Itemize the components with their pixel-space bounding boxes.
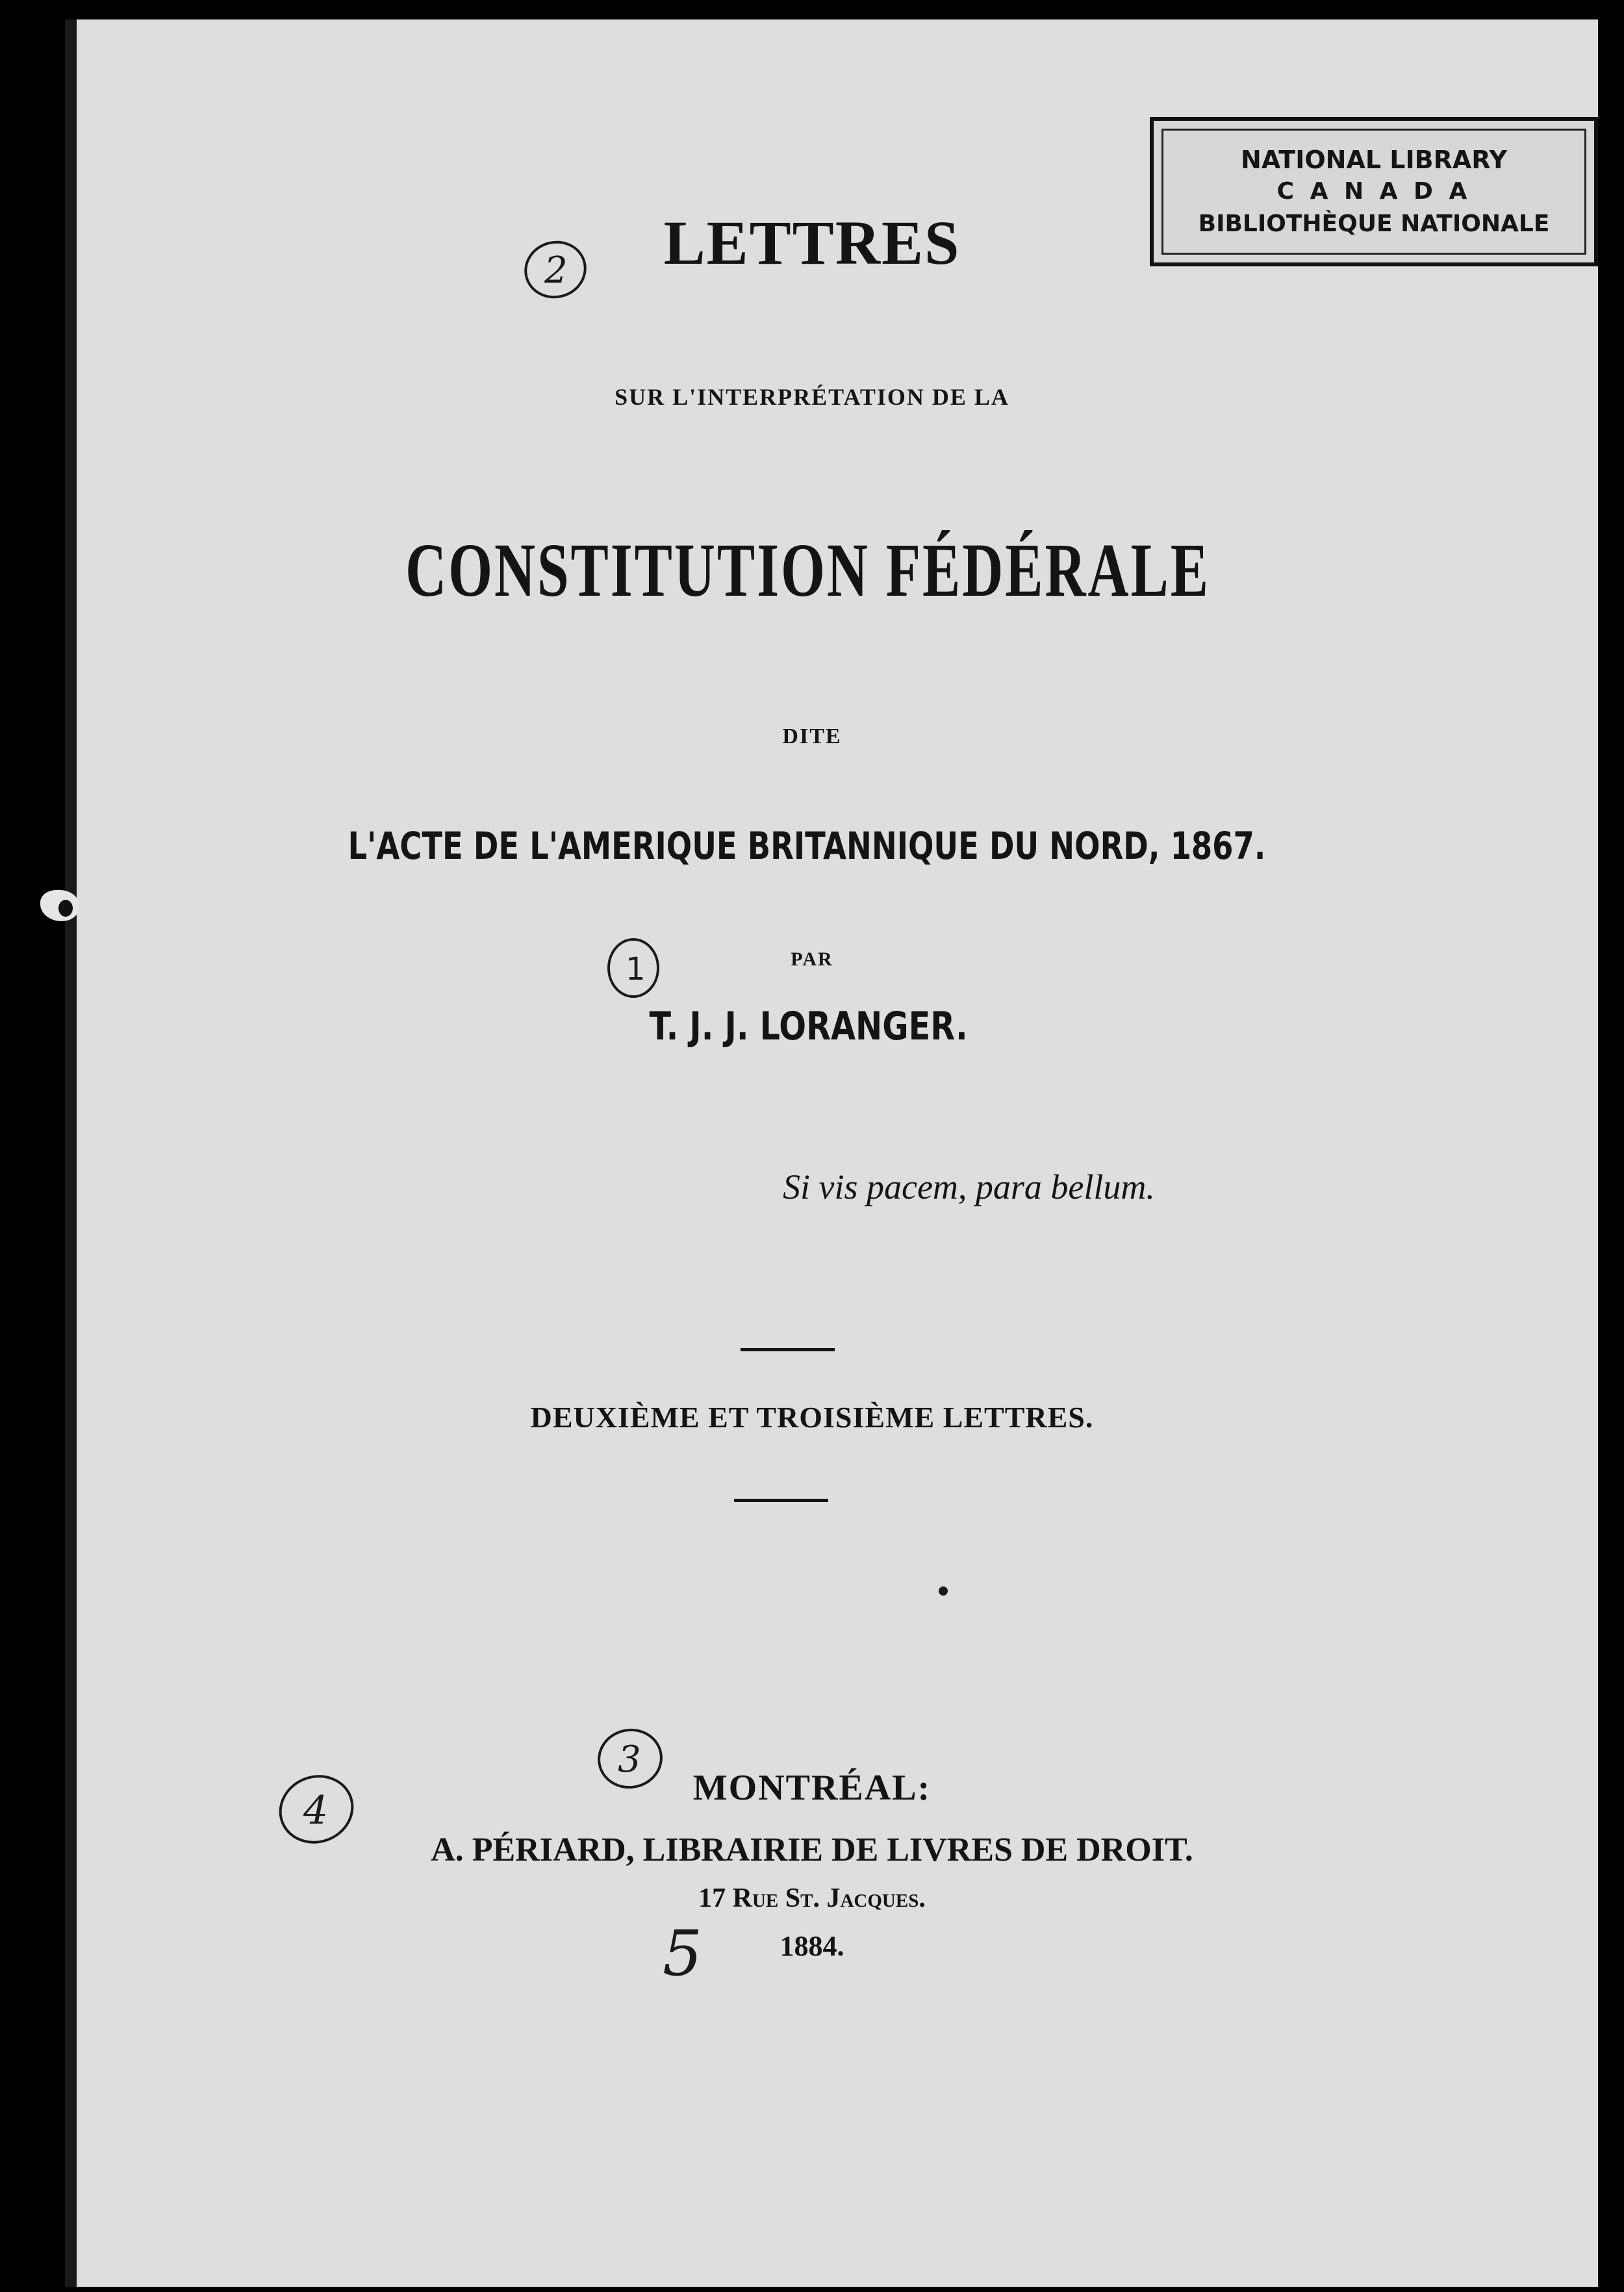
divider-rule-top xyxy=(741,1348,835,1351)
divider-rule-bottom xyxy=(734,1499,828,1502)
author-name: T. J. J. LORANGER. xyxy=(649,1004,968,1049)
svg-text:2: 2 xyxy=(544,249,568,292)
printer-dot xyxy=(939,1586,948,1596)
svg-text:5: 5 xyxy=(663,1917,703,1990)
subtitle: SUR L'INTERPRÉTATION DE LA xyxy=(615,384,1009,410)
handwritten-mark-1 xyxy=(601,936,666,1000)
imprint-city: MONTRÉAL: xyxy=(692,1768,932,1808)
act-title: L'ACTE DE L'AMERIQUE BRITANNIQUE DU NORD, 1867. xyxy=(348,824,1266,868)
handwritten-mark-3 xyxy=(594,1725,669,1793)
handwritten-mark-4 xyxy=(276,1770,361,1848)
motto: Si vis pacem, para bellum. xyxy=(783,1167,1155,1206)
stamp-line-1: NATIONAL LIBRARY xyxy=(1241,146,1507,174)
handwritten-mark-2 xyxy=(520,234,591,305)
handwritten-mark-5 xyxy=(656,1916,715,1988)
imprint-address: 17 Rue St. Jacques. xyxy=(698,1883,926,1913)
svg-text:4: 4 xyxy=(303,1788,329,1833)
main-headline: CONSTITUTION FÉDÉRALE xyxy=(405,528,1210,613)
stamp-line-2: C A N A D A xyxy=(1276,178,1471,205)
letters-subtitle: DEUXIÈME ET TROISIÈME LETTRES. xyxy=(530,1401,1094,1434)
imprint-year: 1884. xyxy=(780,1930,844,1962)
par-label: PAR xyxy=(791,949,833,970)
dite-label: DITE xyxy=(782,724,842,748)
edge-tear-hole xyxy=(58,900,73,917)
stamp-line-3: BIBLIOTHÈQUE NATIONALE xyxy=(1198,210,1550,237)
imprint-publisher: A. PÉRIARD, LIBRAIRIE DE LIVRES DE DROIT. xyxy=(431,1831,1193,1868)
svg-text:1: 1 xyxy=(626,951,646,987)
page-title: LETTRES xyxy=(663,208,961,277)
svg-text:3: 3 xyxy=(618,1738,641,1781)
